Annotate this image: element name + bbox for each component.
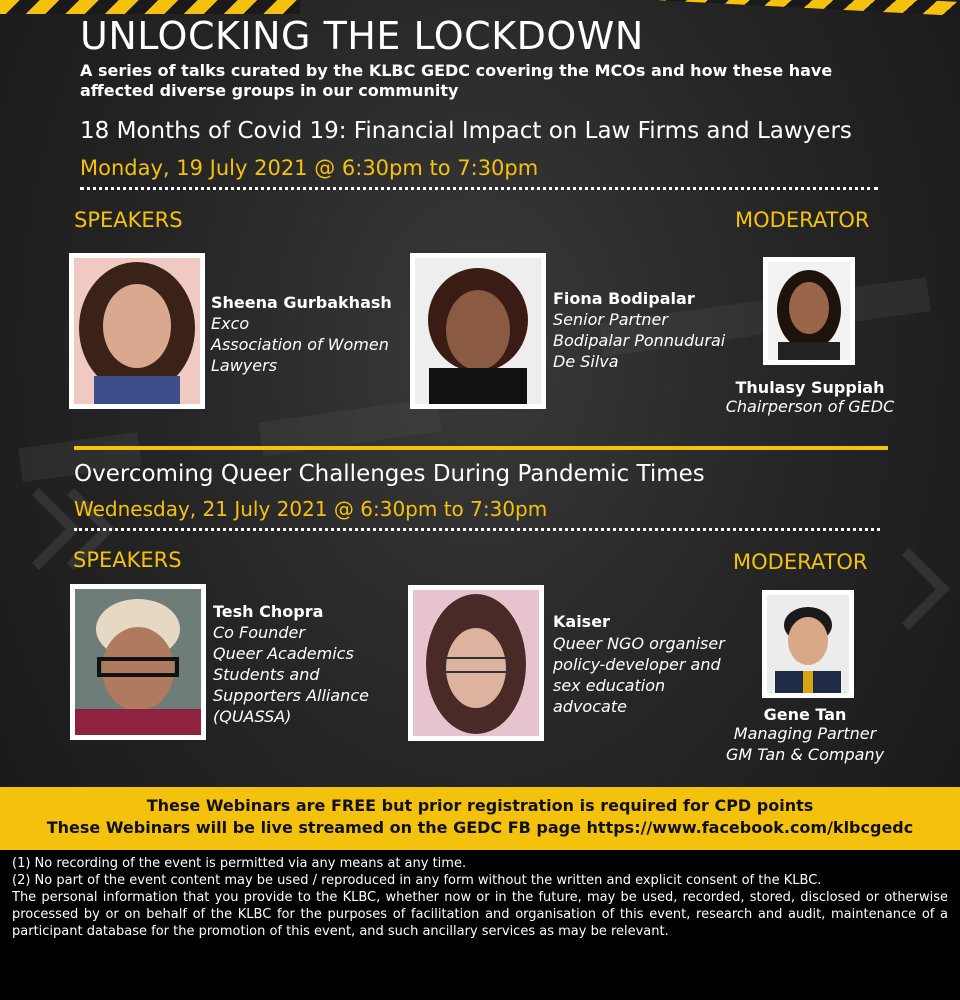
talk-1-date: Monday, 19 July 2021 @ 6:30pm to 7:30pm xyxy=(80,156,539,180)
event-title: UNLOCKING THE LOCKDOWN xyxy=(80,14,644,58)
disclaimer-item-2: (2) No part of the event content may be used / reproduced in any form without the written and explicit consent of the KLBC. xyxy=(12,873,822,888)
chevron-decoration xyxy=(868,548,950,630)
speaker-photo-fiona xyxy=(410,253,546,409)
speaker-name: Fiona Bodipalar xyxy=(553,289,695,308)
speaker-photo-tesh xyxy=(70,584,206,740)
disclaimer-item-1: (1) No recording of the event is permitted via any means at any time. xyxy=(12,856,467,871)
talk-2-moderator-label: MODERATOR xyxy=(733,550,868,574)
talk-2-speakers-label: SPEAKERS xyxy=(73,548,182,572)
speaker-name: Sheena Gurbakhash xyxy=(211,293,392,312)
speaker-role: Co Founder Queer Academics Students and Supporters Alliance (QUASSA) xyxy=(213,623,369,726)
speaker-role: Exco Association of Women Lawyers xyxy=(211,314,389,375)
moderator-photo-gene xyxy=(762,590,854,698)
speaker-name: Kaiser xyxy=(553,612,610,631)
event-intro: A series of talks curated by the KLBC GEDC covering the MCOs and how these have affected diverse groups in our community xyxy=(80,61,833,100)
moderator-role: Chairperson of GEDC xyxy=(725,397,895,416)
hazard-tape-left xyxy=(0,0,300,14)
talk-1-title: 18 Months of Covid 19: Financial Impact on Law Firms and Lawyers xyxy=(80,118,852,144)
privacy-notice: The personal information that you provide to the KLBC, whether now or in the future, may be used, recorded, stored, disclosed or otherwise processed by or on behalf of the KLBC for the purposes of facilitation and organisation of this event, research and audit, maintenance of a participant database for the promotion of this event, and such ancillary services as may be relevant. xyxy=(12,890,948,939)
moderator-role: Managing Partner GM Tan & Company xyxy=(725,724,885,764)
talk-2-title: Overcoming Queer Challenges During Pandemic Times xyxy=(74,461,705,487)
speaker-name: Tesh Chopra xyxy=(213,602,324,621)
speaker-photo-kaiser xyxy=(408,585,544,741)
section-divider xyxy=(74,446,888,450)
moderator-photo-thulasy xyxy=(763,257,855,365)
speaker-role: Queer NGO organiser policy-developer and sex education advocate xyxy=(553,634,725,716)
talk-2-date: Wednesday, 21 July 2021 @ 6:30pm to 7:30pm xyxy=(74,497,548,521)
disclaimer xyxy=(0,850,960,1000)
hazard-tape-right xyxy=(660,0,960,16)
moderator-name: Gene Tan xyxy=(763,705,847,724)
moderator-name: Thulasy Suppiah xyxy=(735,378,885,397)
talk-1-speakers-label: SPEAKERS xyxy=(74,208,183,232)
notice-line-free: These Webinars are FREE but prior registration is required for CPD points xyxy=(146,796,814,815)
notice-line-stream: These Webinars will be live streamed on the GEDC FB page https://www.facebook.com/klbcgedc xyxy=(46,818,914,837)
speaker-photo-sheena xyxy=(69,253,205,409)
dotted-divider xyxy=(80,187,878,190)
dotted-divider xyxy=(74,528,880,531)
talk-1-moderator-label: MODERATOR xyxy=(735,208,870,232)
speaker-role: Senior Partner Bodipalar Ponnudurai De Silva xyxy=(553,310,726,371)
registration-notice xyxy=(0,787,960,850)
